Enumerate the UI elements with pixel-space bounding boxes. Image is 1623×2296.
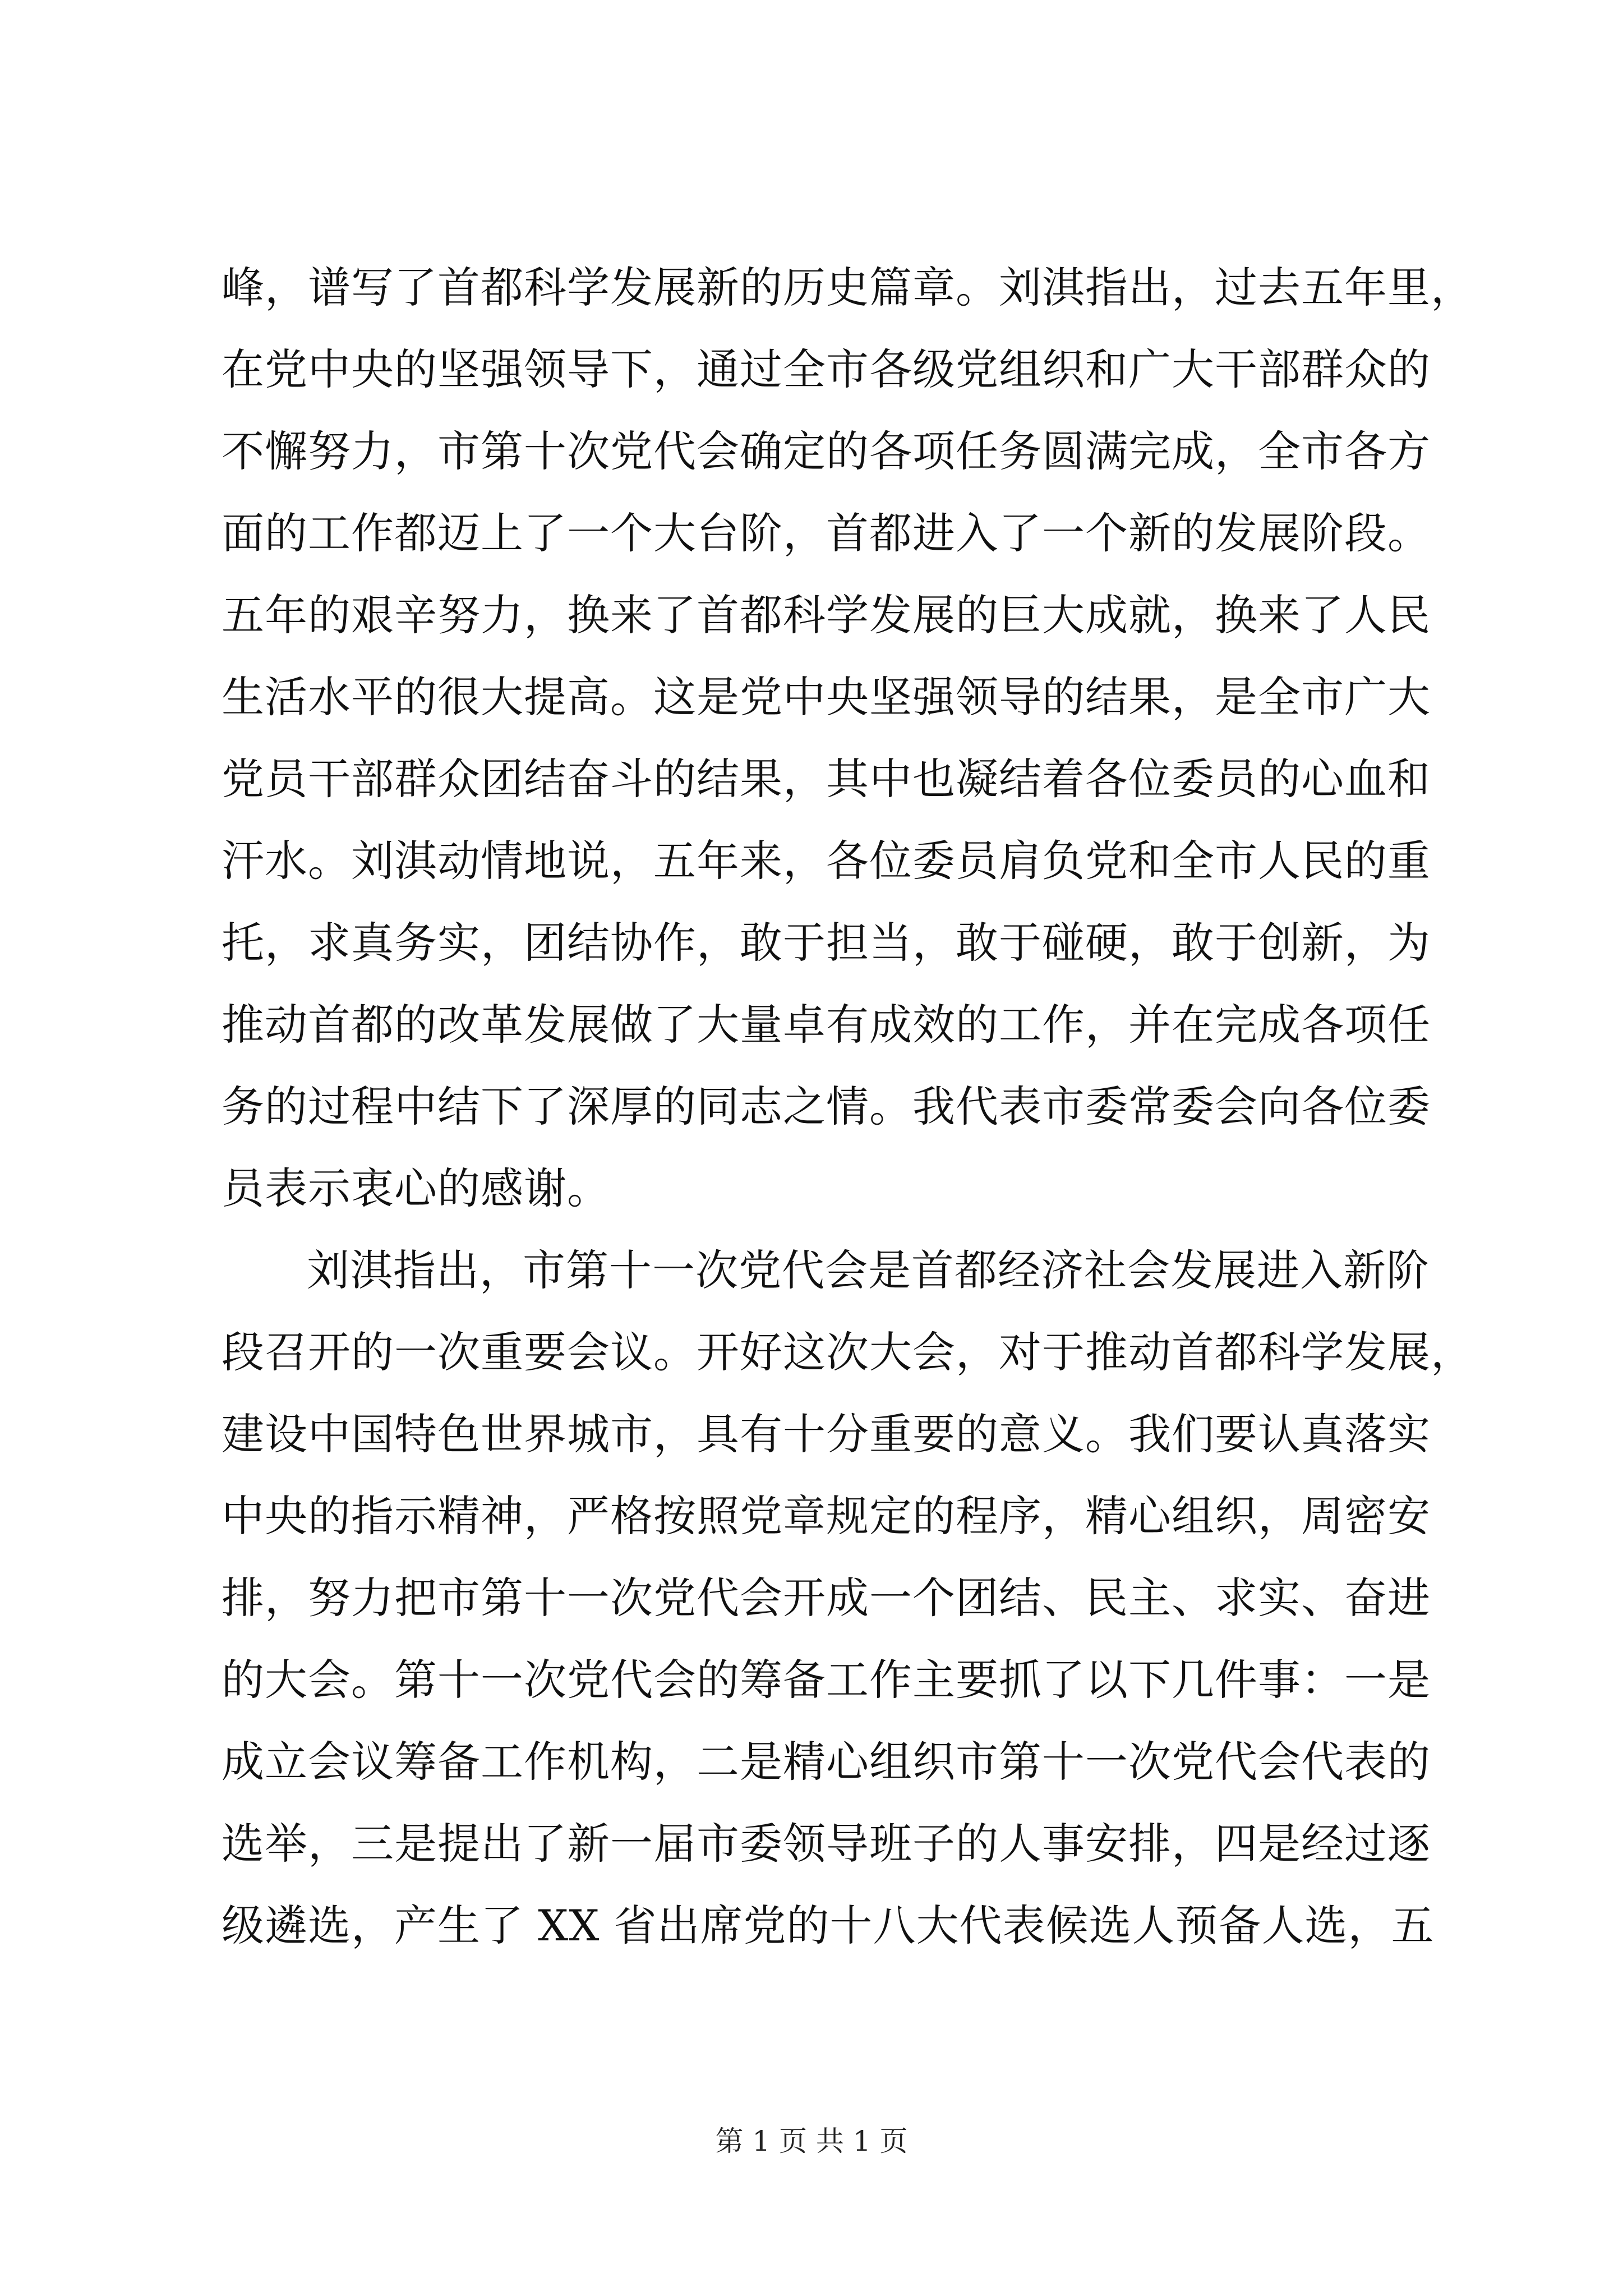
- text-line: 段召开的一次重要会议。开好这次大会，对于推动首都科学发展，: [222, 1327, 1474, 1377]
- paragraph-2: [222, 1230, 1474, 1967]
- paragraph-1: [222, 247, 1474, 1230]
- text-line: 选举，三是提出了新一届市委领导班子的人事安排，四是经过逐: [222, 1819, 1431, 1869]
- text-line: 成立会议筹备工作机构，二是精心组织市第十一次党代会代表的: [222, 1737, 1431, 1787]
- text-line: 党员干部群众团结奋斗的结果，其中也凝结着各位委员的心血和: [222, 754, 1431, 804]
- text-line: 务的过程中结下了深厚的同志之情。我代表市委常委会向各位委: [222, 1082, 1431, 1131]
- text-line: 推动首都的改革发展做了大量卓有成效的工作，并在完成各项任: [222, 1000, 1431, 1050]
- text-line: 中央的指示精神，严格按照党章规定的程序，精心组织，周密安: [222, 1491, 1431, 1541]
- text-line: 的大会。第十一次党代会的筹备工作主要抓了以下几件事：一是: [222, 1655, 1431, 1705]
- text-line: 排，努力把市第十一次党代会开成一个团结、民主、求实、奋进: [222, 1573, 1431, 1623]
- page-footer: 第 1 页 共 1 页: [715, 2125, 908, 2157]
- text-line: 托，求真务实，团结协作，敢于担当，敢于碰硬，敢于创新，为: [222, 918, 1431, 968]
- text-line: 不懈努力，市第十次党代会确定的各项任务圆满完成，全市各方: [222, 426, 1431, 476]
- text-line: 面的工作都迈上了一个大台阶，首都进入了一个新的发展阶段。: [222, 508, 1431, 558]
- text-line: 建设中国特色世界城市，具有十分重要的意义。我们要认真落实: [222, 1409, 1431, 1459]
- text-line: 五年的艰辛努力，换来了首都科学发展的巨大成就，换来了人民: [222, 590, 1431, 640]
- text-line: 汗水。刘淇动情地说，五年来，各位委员肩负党和全市人民的重: [222, 836, 1431, 886]
- text-line: 刘淇指出，市第十一次党代会是首都经济社会发展进入新阶: [307, 1245, 1430, 1295]
- text-line: 员表示衷心的感谢。: [222, 1163, 610, 1213]
- text-line: 在党中央的坚强领导下，通过全市各级党组织和广大干部群众的: [222, 344, 1431, 394]
- body-text: [222, 247, 1474, 1967]
- text-line: 生活水平的很大提高。这是党中央坚强领导的结果，是全市广大: [222, 672, 1431, 722]
- text-line: 级遴选，产生了 XX 省出席党的十八大代表候选人预备人选，五: [222, 1901, 1435, 1950]
- text-line: 峰，谱写了首都科学发展新的历史篇章。刘淇指出，过去五年里，: [222, 263, 1474, 312]
